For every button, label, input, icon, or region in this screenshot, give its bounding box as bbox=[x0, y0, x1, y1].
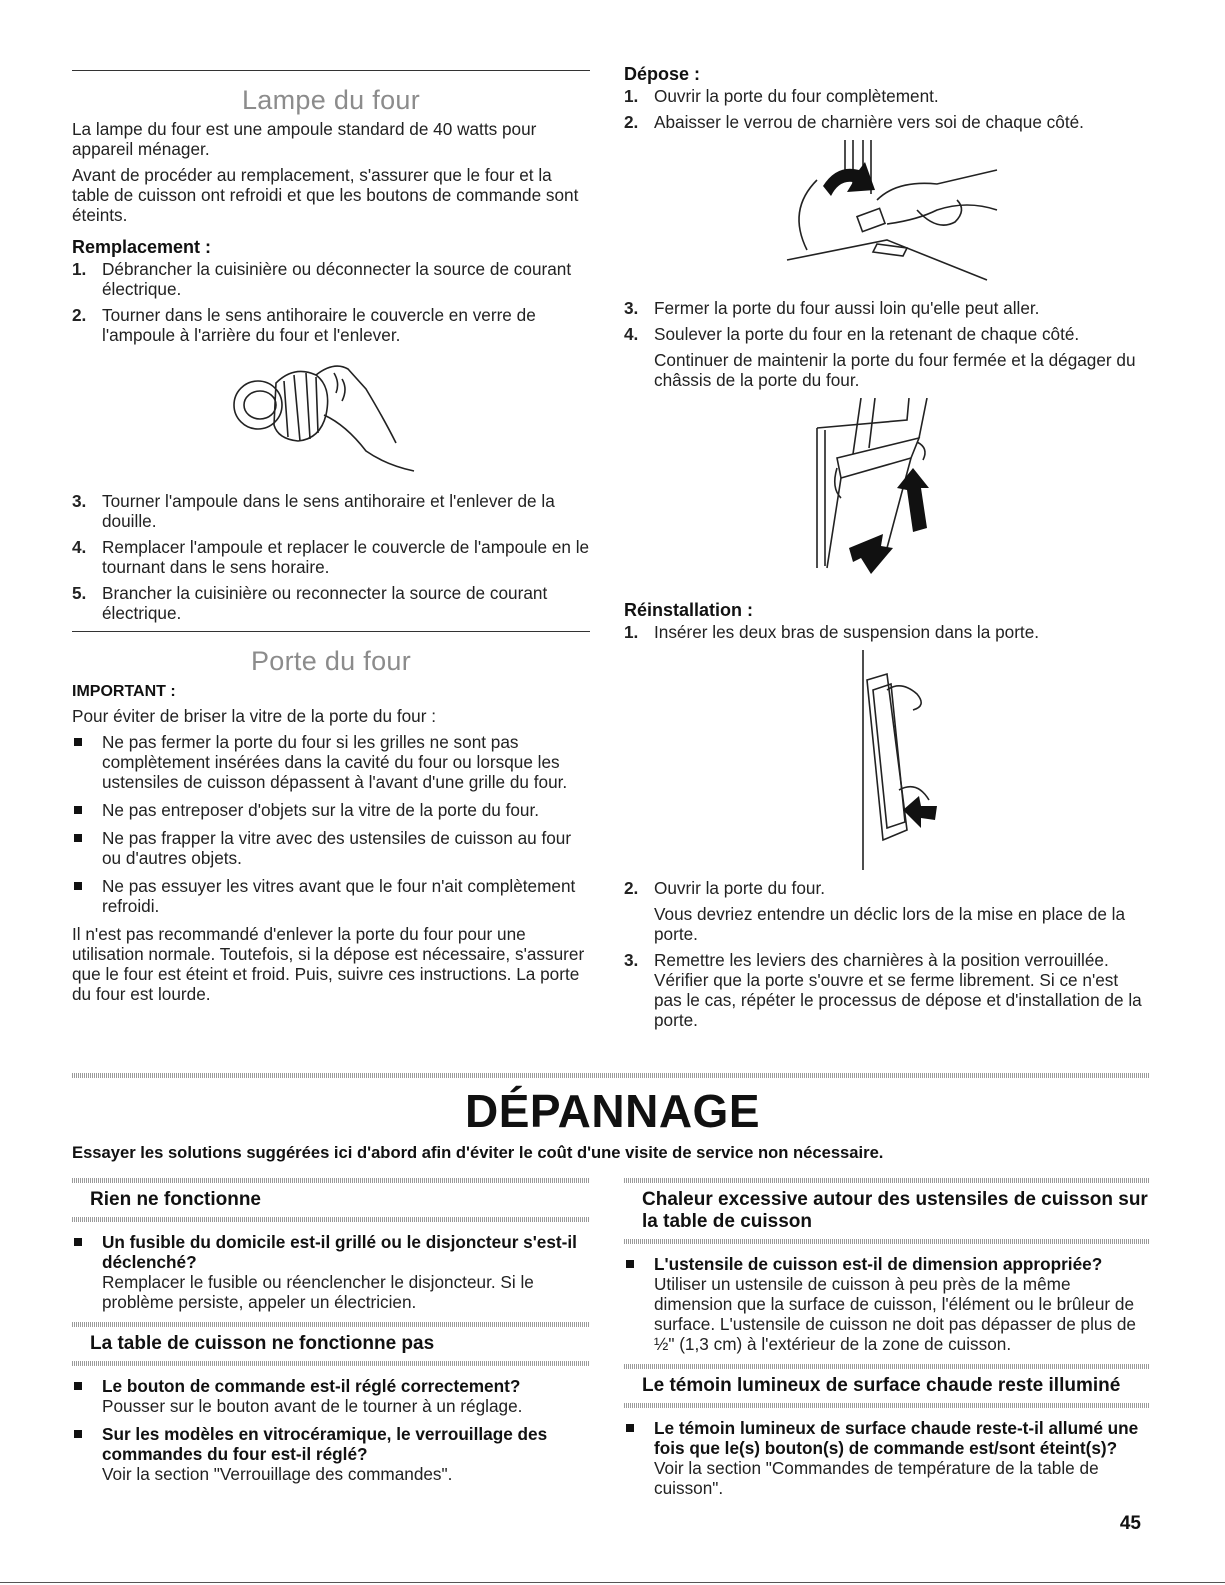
step-number: 1. bbox=[72, 259, 87, 279]
step-text: Remplacer l'ampoule et replacer le couvercle de l'ampoule en le tournant dans le sens horaire. bbox=[102, 537, 590, 577]
oven-frame bbox=[817, 428, 825, 568]
step-text: Fermer la porte du four aussi loin qu'elle peut aller. bbox=[654, 298, 1040, 318]
bullet-square-icon bbox=[74, 738, 82, 746]
trouble-items bbox=[624, 1254, 1149, 1354]
page-number: 45 bbox=[1119, 1513, 1141, 1534]
cover-ribs bbox=[284, 373, 318, 441]
bullet-square-icon bbox=[626, 1424, 634, 1432]
door-lift-illustration bbox=[797, 398, 977, 588]
bullet-square-icon bbox=[74, 1238, 82, 1246]
step-number: 4. bbox=[72, 537, 87, 557]
trouble-heading: Le témoin lumineux de surface chaude reste illuminé bbox=[642, 1375, 1121, 1396]
bullet-text: Ne pas frapper la vitre avec des ustensiles de cuisson au four ou d'autres objets. bbox=[102, 828, 572, 868]
list-item bbox=[624, 298, 1149, 318]
bullet-square-icon bbox=[74, 806, 82, 814]
door-glass bbox=[873, 684, 905, 828]
trouble-question: Le bouton de commande est-il réglé correctement? bbox=[102, 1376, 521, 1396]
rotate-arrow-icon bbox=[823, 162, 875, 196]
trouble-answer: Pousser sur le bouton avant de le tourner à un réglage. bbox=[102, 1396, 523, 1416]
step-number: 3. bbox=[72, 491, 87, 511]
hand-fingers bbox=[917, 200, 962, 225]
step-text: Ouvrir la porte du four. bbox=[654, 878, 826, 898]
bullet-text: Ne pas fermer la porte du four si les grilles ne sont pas complètement insérées dans la cavité du four ou lorsque les ustensiles de cuisson dépassent à l'avant d'une grille du four. bbox=[102, 732, 568, 792]
reinstall-steps-continued bbox=[624, 878, 1149, 1030]
list-item bbox=[624, 950, 1149, 1030]
step-text: Brancher la cuisinière ou reconnecter la source de courant électrique. bbox=[102, 583, 548, 623]
left-column bbox=[72, 70, 590, 1010]
trouble-answer: Utiliser un ustensile de cuisson à peu près de la même dimension que la surface de cuisson, l'élément ou le brûleur de surface. L'ustensile de cuisson ne doit pas dépasser de plus de ½" (1,3 cm) à l'extérieur de la zone de cuisson. bbox=[654, 1274, 1136, 1354]
hatched-divider bbox=[624, 1178, 1149, 1183]
step-number: 2. bbox=[72, 305, 87, 325]
right-column bbox=[624, 64, 1149, 1036]
list-item bbox=[72, 305, 590, 345]
step-text: Soulever la porte du four en la retenant de chaque côté. bbox=[654, 324, 1080, 344]
step-number: 1. bbox=[624, 86, 639, 106]
bullet-text: Ne pas essuyer les vitres avant que le four n'ait complètement refroidi. bbox=[102, 876, 576, 916]
trouble-heading: Rien ne fonctionne bbox=[90, 1189, 261, 1210]
replacement-heading: Remplacement : bbox=[72, 237, 212, 257]
door-curve bbox=[799, 180, 817, 250]
trouble-heading: La table de cuisson ne fonctionne pas bbox=[90, 1333, 435, 1354]
troubleshooting-left-column bbox=[72, 1178, 590, 1492]
section-rule bbox=[72, 631, 590, 632]
list-item bbox=[72, 732, 590, 792]
step-number: 5. bbox=[72, 583, 87, 603]
insert-arrow-icon bbox=[903, 796, 937, 828]
step-continuation: Vous devriez entendre un déclic lors de la mise en place de la porte. bbox=[654, 904, 1126, 944]
bullet-square-icon bbox=[74, 1430, 82, 1438]
bullet-square-icon bbox=[74, 1382, 82, 1390]
lamp-paragraph-1: La lampe du four est une ampoule standard de 40 watts pour appareil ménager. bbox=[72, 119, 537, 159]
hinge-lock-illustration bbox=[767, 140, 1007, 290]
door-warnings bbox=[72, 732, 590, 916]
step-continuation: Continuer de maintenir la porte du four fermée et la dégager du châssis de la porte du four. bbox=[654, 350, 1136, 390]
bullet-square-icon bbox=[74, 834, 82, 842]
list-item bbox=[72, 491, 590, 531]
reinstall-steps bbox=[624, 622, 1149, 642]
hand-bottom bbox=[324, 415, 414, 471]
list-item bbox=[624, 1254, 1149, 1354]
trouble-items bbox=[72, 1376, 590, 1484]
arm-bottom bbox=[887, 205, 997, 224]
list-item bbox=[72, 583, 590, 623]
removal-steps bbox=[624, 86, 1149, 132]
troubleshooting-right-column bbox=[624, 1178, 1149, 1506]
step-number: 2. bbox=[624, 112, 639, 132]
step-number: 3. bbox=[624, 950, 639, 970]
list-item bbox=[72, 1376, 590, 1416]
lamp-section-title: Lampe du four bbox=[241, 85, 420, 115]
trouble-question: L'ustensile de cuisson est-il de dimension appropriée? bbox=[654, 1254, 1103, 1274]
bulb-illustration bbox=[216, 353, 446, 483]
bullet-text: Ne pas entreposer d'objets sur la vitre de la porte du four. bbox=[102, 800, 540, 820]
list-item bbox=[72, 800, 590, 820]
door-intro: Pour éviter de briser la vitre de la porte du four : bbox=[72, 706, 436, 726]
door-panel bbox=[867, 674, 907, 840]
removal-heading: Dépose : bbox=[624, 64, 701, 84]
reinstall-heading: Réinstallation : bbox=[624, 600, 754, 620]
section-rule bbox=[72, 70, 590, 71]
list-item bbox=[624, 86, 1149, 106]
step-text: Abaisser le verrou de charnière vers soi de chaque côté. bbox=[654, 112, 1084, 132]
step-number: 1. bbox=[624, 622, 639, 642]
trouble-heading: Chaleur excessive autour des ustensiles de cuisson sur la table de cuisson bbox=[642, 1189, 1148, 1232]
step-text: Insérer les deux bras de suspension dans la porte. bbox=[654, 622, 1040, 642]
trouble-items bbox=[624, 1418, 1149, 1498]
trouble-items bbox=[72, 1232, 590, 1312]
list-item bbox=[624, 324, 1149, 390]
troubleshooting-intro: Essayer les solutions suggérées ici d'abord afin d'éviter le coût d'une visite de service non nécessaire. bbox=[72, 1143, 884, 1162]
door-section-title: Porte du four bbox=[251, 646, 411, 676]
lamp-paragraph-2: Avant de procéder au remplacement, s'assurer que le four et la table de cuisson ont refroidi et que les boutons de commande sont éteints. bbox=[72, 165, 579, 225]
hatched-divider bbox=[72, 1322, 590, 1327]
step-text: Ouvrir la porte du four complètement. bbox=[654, 86, 939, 106]
lift-arrow-icon bbox=[897, 468, 929, 532]
hatched-divider bbox=[624, 1364, 1149, 1369]
pull-arrow-icon bbox=[849, 534, 893, 574]
trouble-question: Le témoin lumineux de surface chaude reste-t-il allumé une fois que le(s) bouton(s) de commande est/sont éteint(s)? bbox=[654, 1418, 1139, 1458]
step-number: 2. bbox=[624, 878, 639, 898]
step-number: 3. bbox=[624, 298, 639, 318]
hatched-divider bbox=[72, 1178, 590, 1183]
frame-top bbox=[817, 398, 909, 428]
list-item bbox=[72, 259, 590, 299]
list-item bbox=[72, 1424, 590, 1484]
step-text: Tourner l'ampoule dans le sens antihoraire et l'enlever de la douille. bbox=[102, 491, 555, 531]
trouble-question: Sur les modèles en vitrocéramique, le verrouillage des commandes du four est-il réglé? bbox=[102, 1424, 548, 1464]
hatched-divider bbox=[72, 1073, 1150, 1078]
list-item bbox=[72, 537, 590, 577]
fingers bbox=[334, 373, 345, 401]
trouble-question: Un fusible du domicile est-il grillé ou le disjoncteur s'est-il déclenché? bbox=[102, 1232, 577, 1272]
bullet-square-icon bbox=[626, 1260, 634, 1268]
hand-right bbox=[917, 442, 925, 460]
replacement-steps-continued bbox=[72, 491, 590, 623]
step-number: 4. bbox=[624, 324, 639, 344]
hanger-arm-illustration bbox=[817, 650, 957, 870]
arm-top bbox=[877, 170, 997, 200]
door-closing: Il n'est pas recommandé d'enlever la porte du four pour une utilisation normale. Toutefois, si la dépose est nécessaire, s'assurer que le four est éteint et froid. Puis, suivre ces instructions. La porte du four est lourde. bbox=[72, 924, 585, 1004]
list-item bbox=[624, 1418, 1149, 1498]
bulb-glass bbox=[244, 391, 276, 419]
page-bottom-rule bbox=[0, 1582, 1225, 1583]
trouble-answer: Remplacer le fusible ou réenclencher le disjoncteur. Si le problème persiste, appeler un électricien. bbox=[102, 1272, 534, 1312]
list-item bbox=[624, 622, 1149, 642]
replacement-steps bbox=[72, 259, 590, 345]
list-item bbox=[624, 878, 1149, 944]
troubleshooting-title: DÉPANNAGE bbox=[464, 1085, 760, 1137]
important-label: IMPORTANT : bbox=[72, 683, 176, 700]
step-text: Remettre les leviers des charnières à la position verrouillée. Vérifier que la porte s'ouvre et se ferme librement. Si ce n'est pas le cas, répéter le processus de dépose et d'installation de la porte. bbox=[654, 950, 1142, 1030]
step-text: Tourner dans le sens antihoraire le couvercle en verre de l'ampoule à l'arrière du four et l'enlever. bbox=[102, 305, 536, 345]
step-text: Débrancher la cuisinière ou déconnecter la source de courant électrique. bbox=[102, 259, 572, 299]
trouble-answer: Voir la section "Commandes de température de la table de cuisson". bbox=[654, 1458, 1099, 1498]
list-item bbox=[72, 1232, 590, 1312]
list-item bbox=[624, 112, 1149, 132]
bullet-square-icon bbox=[74, 882, 82, 890]
list-item bbox=[72, 828, 590, 868]
trouble-answer: Voir la section "Verrouillage des commandes". bbox=[102, 1464, 453, 1484]
list-item bbox=[72, 876, 590, 916]
removal-steps-continued bbox=[624, 298, 1149, 390]
hinge-lever bbox=[856, 208, 884, 231]
